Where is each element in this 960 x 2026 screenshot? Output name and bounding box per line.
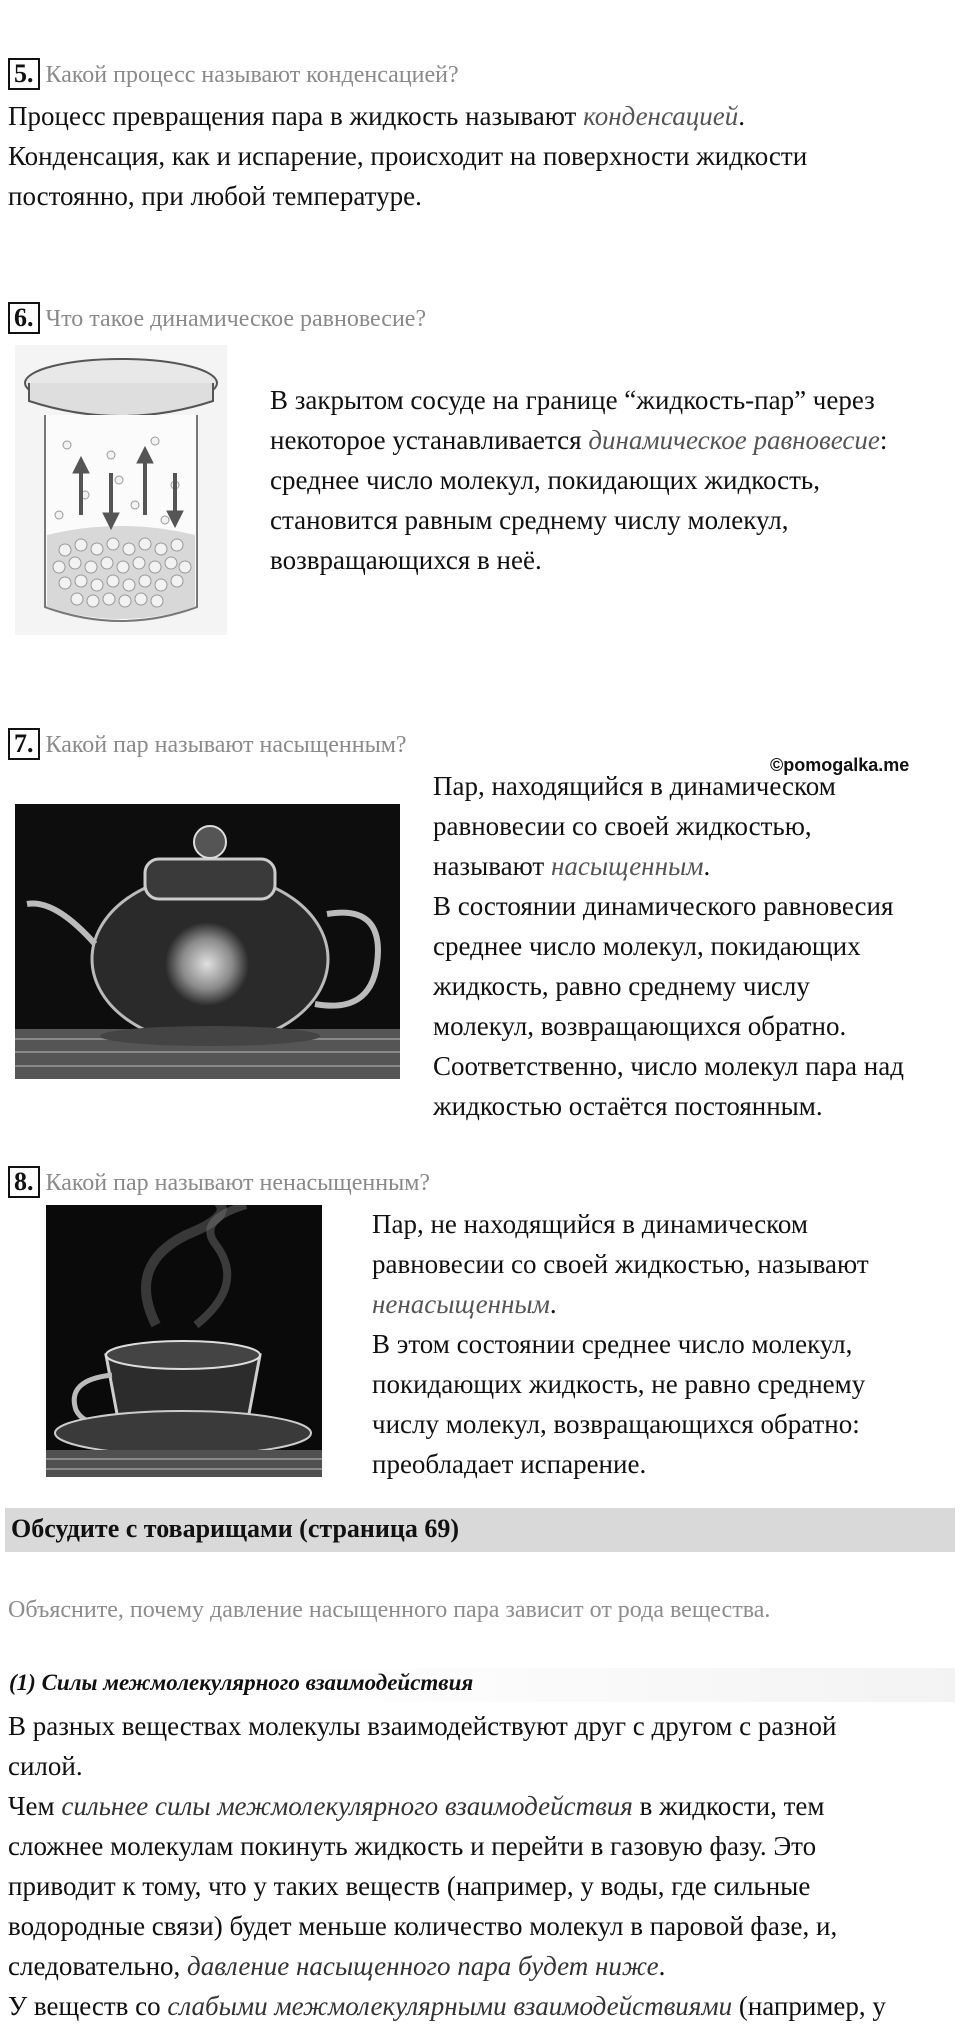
answer-line: Пар, находящийся в динамическом — [433, 771, 836, 801]
subheading: (1) Силы межмолекулярного взаимодействия — [9, 1670, 474, 1695]
answer-line: жидкость, равно среднему числу — [433, 971, 810, 1001]
answer-5 — [8, 96, 953, 216]
question-7 — [8, 728, 407, 760]
text: Процесс превращения пара в жидкость называют — [8, 101, 584, 131]
answer-8 — [372, 1204, 952, 1484]
emphasis: слабыми межмолекулярными взаимодействиями — [167, 1991, 733, 2021]
emphasis: динамическое равновесие — [588, 425, 880, 455]
text: следовательно, — [8, 1951, 188, 1981]
text: в жидкости, тем — [632, 1791, 825, 1821]
answer-line: преобладает испарение. — [372, 1449, 647, 1479]
body-line: сложнее молекулам покинуть жидкость и перейти в газовую фазу. Это — [8, 1831, 817, 1861]
question-text: Какой процесс называют конденсацией? — [45, 62, 459, 88]
jar-illustration — [15, 345, 227, 635]
answer-line: В этом состоянии среднее число молекул, — [372, 1329, 853, 1359]
body-line: В разных веществах молекулы взаимодействуют друг с другом с разной — [8, 1711, 837, 1741]
emphasis: ненасыщенным — [372, 1289, 550, 1319]
question-8 — [8, 1166, 430, 1198]
text: . — [703, 851, 711, 881]
discuss-body — [8, 1706, 953, 2026]
discuss-heading: Обсудите с товарищами (страница 69) — [11, 1514, 460, 1543]
answer-line — [270, 420, 950, 460]
text: . — [549, 1289, 557, 1319]
text: (например, у — [732, 1991, 886, 2021]
answer-line — [433, 846, 953, 886]
tea-cup-photo — [46, 1205, 322, 1477]
answer-line: среднее число молекул, покидающих жидкость, — [270, 465, 820, 495]
answer-line: Конденсация, как и испарение, происходит на поверхности жидкости — [8, 141, 808, 171]
text: . — [738, 101, 745, 131]
watermark: ©pomogalka.me — [770, 755, 910, 775]
question-number: 8. — [8, 1166, 40, 1198]
question-number: 7. — [8, 728, 40, 760]
discuss-heading-band — [5, 1508, 955, 1552]
emphasis: сильнее силы межмолекулярного взаимодействия — [61, 1791, 633, 1821]
body-line — [8, 1786, 953, 1826]
discuss-prompt: Объясните, почему давление насыщенного пара зависит от рода вещества. — [8, 1597, 771, 1623]
text: некоторое устанавливается — [270, 425, 589, 455]
emphasis: конденсацией — [583, 101, 739, 131]
question-text: Какой пар называют ненасыщенным? — [45, 1170, 431, 1196]
answer-line: жидкостью остаётся постоянным. — [433, 1091, 823, 1121]
answer-line: числу молекул, возвращающихся обратно: — [372, 1409, 860, 1439]
body-line — [8, 1986, 953, 2026]
answer-line: становится равным среднему числу молекул, — [270, 505, 789, 535]
answer-line: равновесии со своей жидкостью, называют — [372, 1249, 869, 1279]
question-6 — [8, 302, 426, 334]
text: У веществ со — [8, 1991, 168, 2021]
answer-line: возвращающихся в неё. — [270, 545, 542, 575]
body-line: водородные связи) будет меньше количество молекул в паровой фазе, и, — [8, 1911, 838, 1941]
answer-line — [372, 1284, 952, 1324]
body-line — [8, 1946, 953, 1986]
answer-line: покидающих жидкость, не равно среднему — [372, 1369, 866, 1399]
answer-line: Соответственно, число молекул пара над — [433, 1051, 904, 1081]
text: : — [879, 425, 888, 455]
body-line: приводит к тому, что у таких веществ (например, у воды, где сильные — [8, 1871, 811, 1901]
subheading-band — [5, 1668, 955, 1702]
answer-line: В состоянии динамического равновесия — [433, 891, 894, 921]
emphasis: давление насыщенного пара будет ниже — [187, 1951, 659, 1981]
body-line: силой. — [8, 1751, 83, 1781]
text: Чем — [8, 1791, 62, 1821]
answer-6 — [270, 380, 950, 580]
question-number: 6. — [8, 302, 40, 334]
answer-line: постоянно, при любой температуре. — [8, 181, 422, 211]
question-text: Какой пар называют насыщенным? — [45, 732, 407, 758]
answer-line: равновесии со своей жидкостью, — [433, 811, 812, 841]
answer-line: молекул, возвращающихся обратно. — [433, 1011, 847, 1041]
answer-line — [8, 96, 953, 136]
answer-7 — [433, 766, 953, 1126]
text: называют — [433, 851, 551, 881]
question-5 — [8, 58, 459, 90]
text: . — [658, 1951, 666, 1981]
question-text: Что такое динамическое равновесие? — [45, 306, 427, 332]
emphasis: насыщенным — [550, 851, 704, 881]
answer-line: среднее число молекул, покидающих — [433, 931, 861, 961]
question-number: 5. — [8, 58, 40, 90]
teapot-photo — [15, 804, 400, 1079]
answer-line: В закрытом сосуде на границе “жидкость-пар” через — [270, 385, 875, 415]
answer-line: Пар, не находящийся в динамическом — [372, 1209, 808, 1239]
